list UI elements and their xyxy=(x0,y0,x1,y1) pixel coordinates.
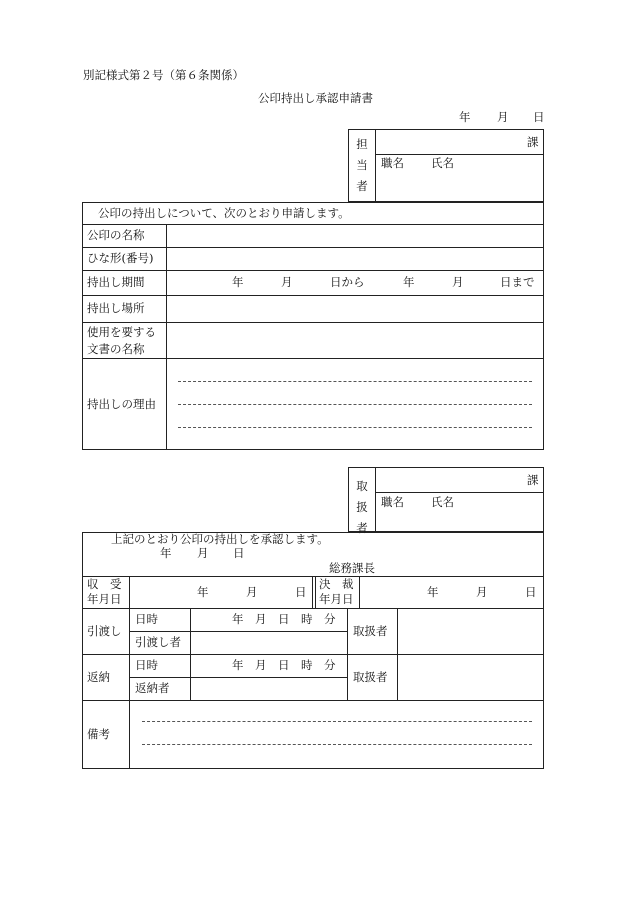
remarks-line xyxy=(142,721,532,722)
date-year: 年 xyxy=(459,110,471,124)
handler-name-label: 氏名 xyxy=(431,495,454,509)
received-day: 日 xyxy=(295,585,307,599)
approver-title: 総務課長 xyxy=(329,561,375,575)
place-label: 持出し場所 xyxy=(87,301,145,315)
decision-label-line1: 決 裁 xyxy=(319,577,354,591)
received-label-line2: 年月日 xyxy=(87,592,122,606)
handover-handler-label: 取扱者 xyxy=(353,624,388,638)
return-handler-label: 取扱者 xyxy=(353,670,388,684)
document-label-line1: 使用を要する xyxy=(87,325,156,339)
date-day: 日 xyxy=(533,110,545,124)
handler-label: 取 扱 者 xyxy=(356,479,368,535)
remarks-label: 備考 xyxy=(87,727,110,741)
return-label: 返納 xyxy=(87,670,110,684)
reason-line xyxy=(178,381,532,382)
handover-datetime-units: 年 月 日 時 分 xyxy=(232,612,336,626)
decision-year: 年 xyxy=(427,585,439,599)
decision-day: 日 xyxy=(525,585,537,599)
handover-label: 引渡し xyxy=(87,624,122,638)
imprint-label: ひな形(番号) xyxy=(87,251,154,265)
period-from-day: 日から xyxy=(330,275,365,289)
document-label-line2: 文書の名称 xyxy=(87,342,145,356)
applicant-label: 担 当 者 xyxy=(356,137,368,193)
return-person-label: 返納者 xyxy=(135,681,170,695)
received-year: 年 xyxy=(197,585,209,599)
date-month: 月 xyxy=(497,110,509,124)
applicant-position-label: 職名 xyxy=(381,156,404,170)
seal-name-label: 公印の名称 xyxy=(87,228,145,242)
approval-table xyxy=(82,532,544,769)
return-datetime-label: 日時 xyxy=(135,658,158,672)
period-from-year: 年 xyxy=(232,275,244,289)
form-title: 公印持出し承認申請書 xyxy=(258,91,373,105)
form-reference: 別記様式第２号（第６条関係） xyxy=(83,68,244,82)
handover-person-label: 引渡し者 xyxy=(135,635,181,649)
reason-line xyxy=(178,404,532,405)
request-intro: 公印の持出しについて、次のとおり申請します。 xyxy=(98,206,350,220)
decision-month: 月 xyxy=(476,585,488,599)
handler-section-suffix: 課 xyxy=(527,473,539,487)
period-to-day: 日まで xyxy=(500,275,535,289)
approval-year: 年 xyxy=(160,546,172,560)
approval-month: 月 xyxy=(197,546,209,560)
decision-label-line2: 年月日 xyxy=(319,592,354,606)
remarks-line xyxy=(142,744,532,745)
applicant-name-label: 氏名 xyxy=(431,156,454,170)
reason-label: 持出しの理由 xyxy=(87,397,156,411)
return-datetime-units: 年 月 日 時 分 xyxy=(232,658,336,672)
handler-position-label: 職名 xyxy=(381,495,404,509)
period-from-month: 月 xyxy=(281,275,293,289)
period-label: 持出し期間 xyxy=(87,275,145,289)
applicant-section-suffix: 課 xyxy=(527,135,539,149)
approval-statement: 上記のとおり公印の持出しを承認します。 xyxy=(111,532,329,546)
received-label-line1: 収 受 xyxy=(87,577,122,591)
period-to-month: 月 xyxy=(452,275,464,289)
handover-datetime-label: 日時 xyxy=(135,612,158,626)
period-to-year: 年 xyxy=(403,275,415,289)
received-month: 月 xyxy=(246,585,258,599)
approval-day: 日 xyxy=(233,546,245,560)
reason-line xyxy=(178,427,532,428)
